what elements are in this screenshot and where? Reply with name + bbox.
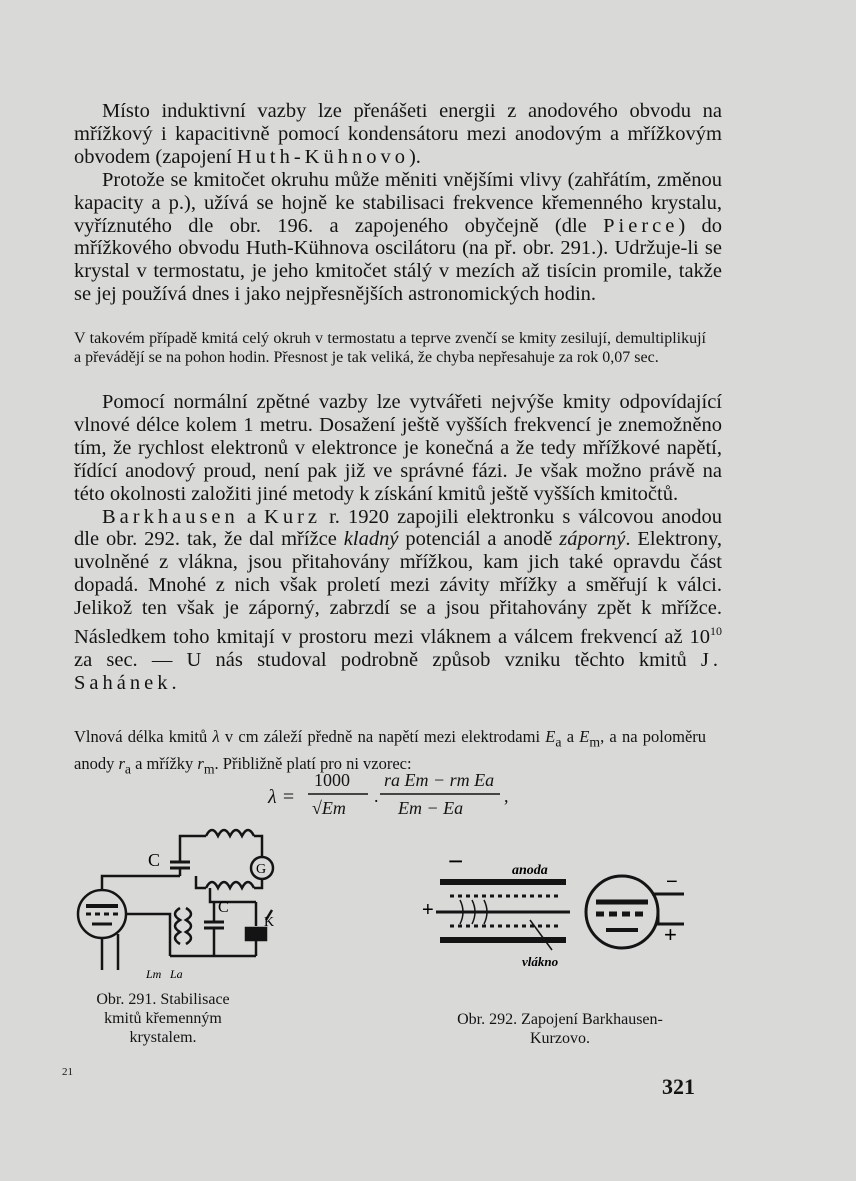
word-zaporny: záporný [559, 528, 626, 551]
exponent: 10 [710, 624, 722, 639]
subscript-m: m [589, 734, 601, 750]
note2-text-e: a mřížky [135, 754, 194, 774]
label-anoda: anoda [512, 863, 548, 878]
caption-292-line-2: Kurzovo. [530, 1030, 590, 1047]
signature-mark: 21 [62, 1066, 73, 1078]
para2-text-a: Protože se kmitočet okruhu může měniti vnějšími vlivy (zahřátím, změnou kapacity a p.), užívá se hojně ke stabilisaci frekvence křemenného krystalu, vyříznutého dle obr. 196. a zapojeného obyčejně (dle [74, 168, 722, 237]
label-vlakno: vlákno [522, 954, 559, 969]
subscript-a-2: a [124, 761, 131, 777]
formula-dot: . [374, 786, 379, 806]
word-kladny: kladný [343, 528, 399, 551]
subscript-m-2: m [203, 761, 215, 777]
formula-lhs: λ = [268, 786, 296, 808]
plus-sign: + [422, 899, 434, 921]
name-kurz: Kurz [264, 505, 322, 528]
formula [268, 770, 528, 840]
name-sahanek: J. Sahánek [74, 648, 722, 694]
label-Lm: Lm [146, 967, 162, 981]
caption-292 [410, 1010, 710, 1048]
para4-text-c: . Elektrony, uvolněné z vlákna, jsou přitahovány mřížkou, kam jich také opravdu část dopadá. Mnohé z nich však proletí mezi závity mřížky a směřují k válci. Jelikož ten však je záporný, zabrzdí se a jsou přitahovány zpět k mřížce. Následkem toho kmitají v prostoru mezi vláknem a válcem frekvencí až 10 [74, 528, 723, 648]
formula-numerator-2: ra Em − rm Ea [384, 770, 495, 790]
formula-denominator-2: Em − Ea [398, 798, 464, 818]
label-C2: C [218, 899, 229, 916]
para4-text-d: za sec. — U nás studoval podrobně způsob vzniku těchto kmitů [74, 648, 687, 671]
label-G: G [256, 862, 267, 877]
formula-numerator-1: 1000 [314, 770, 350, 790]
caption-291-line-3: krystalem. [129, 1029, 197, 1046]
para4-text-b: potenciál a anodě [405, 528, 553, 551]
main-text-2 [74, 391, 722, 695]
paragraph-4 [74, 506, 722, 695]
label-C1: C [148, 850, 161, 870]
formula-denominator-1: √Em [312, 798, 346, 818]
symbol-r: r [118, 754, 125, 774]
name-huth-kuhn: Huth-Kühnovo [236, 145, 409, 168]
note2-text-c: a [566, 727, 575, 746]
tube-symbol [78, 890, 126, 938]
note2-text-d: , a na poloměru anody [74, 727, 707, 774]
para4-end: . [171, 671, 177, 694]
caption-291-line-1: Obr. 291. Stabilisace [96, 991, 230, 1008]
note2-text-f: . Přibližně platí pro ni vzorec: [214, 754, 412, 774]
tube-minus-sign: − [666, 871, 678, 893]
tube-plus-sign: + [664, 922, 677, 947]
main-text [74, 100, 722, 306]
caption-291-line-2: kmitů křemenným [104, 1010, 222, 1027]
symbol-r-m: r [197, 754, 204, 774]
paragraph-2 [74, 169, 722, 306]
figure-291-circuit [70, 822, 280, 982]
subscript-a: a [555, 734, 562, 750]
note-1: V takovém případě kmitá celý okruh v termostatu a teprve zvenčí se kmity zesilují, demultiplikují a převádějí se na pohon hodin. Přesnost je tak veliká, že chyba nepřesahuje za rok 0,07 sec. [74, 330, 706, 366]
page-number: 321 [662, 1074, 695, 1099]
label-K: K [264, 915, 275, 930]
note2-text-b: v cm záleží předně na napětí mezi elektrodami [224, 727, 541, 746]
caption-291 [68, 990, 258, 1047]
note2-text-a: Vlnová délka kmitů [74, 727, 208, 746]
para4-and: a [246, 505, 256, 528]
symbol-E-m: E [579, 727, 590, 746]
para1-end: ). [408, 145, 421, 168]
paragraph-3: Pomocí normální zpětné vazby lze vytvářeti nejvýše kmity odpovídající vlnové délce kolem 1 metru. Dosažení ještě vyšších frekvencí je znemožněno tím, že rychlost elektronů v elektronce je konečná a že tedy mřížkové napětí, řídící anodový proud, není pak již ve správné fázi. Je však možno právě na této okolnosti založiti jiné metody k získání kmitů ještě vyšších kmitočtů. [74, 391, 722, 505]
figure-292-diagram [420, 850, 710, 970]
formula-fraction-bars [268, 770, 528, 840]
para2-text-b: ) do mřížkového obvodu Huth-Kühnova oscilátoru (na př. obr. 291.). Udržuje-li se krystal v termostatu, je jeho kmitočet stálý v mezích až tisícin promile, takže se jej používá dnes i jako nejpřesnějších astronomických hodin. [74, 214, 723, 306]
caption-292-line-1: Obr. 292. Zapojení Barkhausen- [457, 1011, 663, 1028]
formula-comma: , [504, 786, 509, 806]
minus-sign: − [448, 850, 464, 876]
label-La: La [170, 967, 183, 981]
para4-text-a: r. 1920 zapojili elektronku s válcovou anodou dle obr. 292. tak, že dal mřížce [74, 505, 723, 551]
para1-text: Místo induktivní vazby lze přenášeti energii z anodového obvodu na mřížkový i kapacitivně pomocí kondensátoru mezi anodovým a mřížkovým obvodem (zapojení [74, 100, 722, 168]
name-barkhausen: Barkhausen [102, 505, 239, 528]
symbol-E: E [545, 727, 556, 746]
symbol-lambda: λ [212, 727, 220, 746]
name-pierce: Pierce [603, 214, 679, 237]
paragraph-1 [74, 100, 722, 169]
